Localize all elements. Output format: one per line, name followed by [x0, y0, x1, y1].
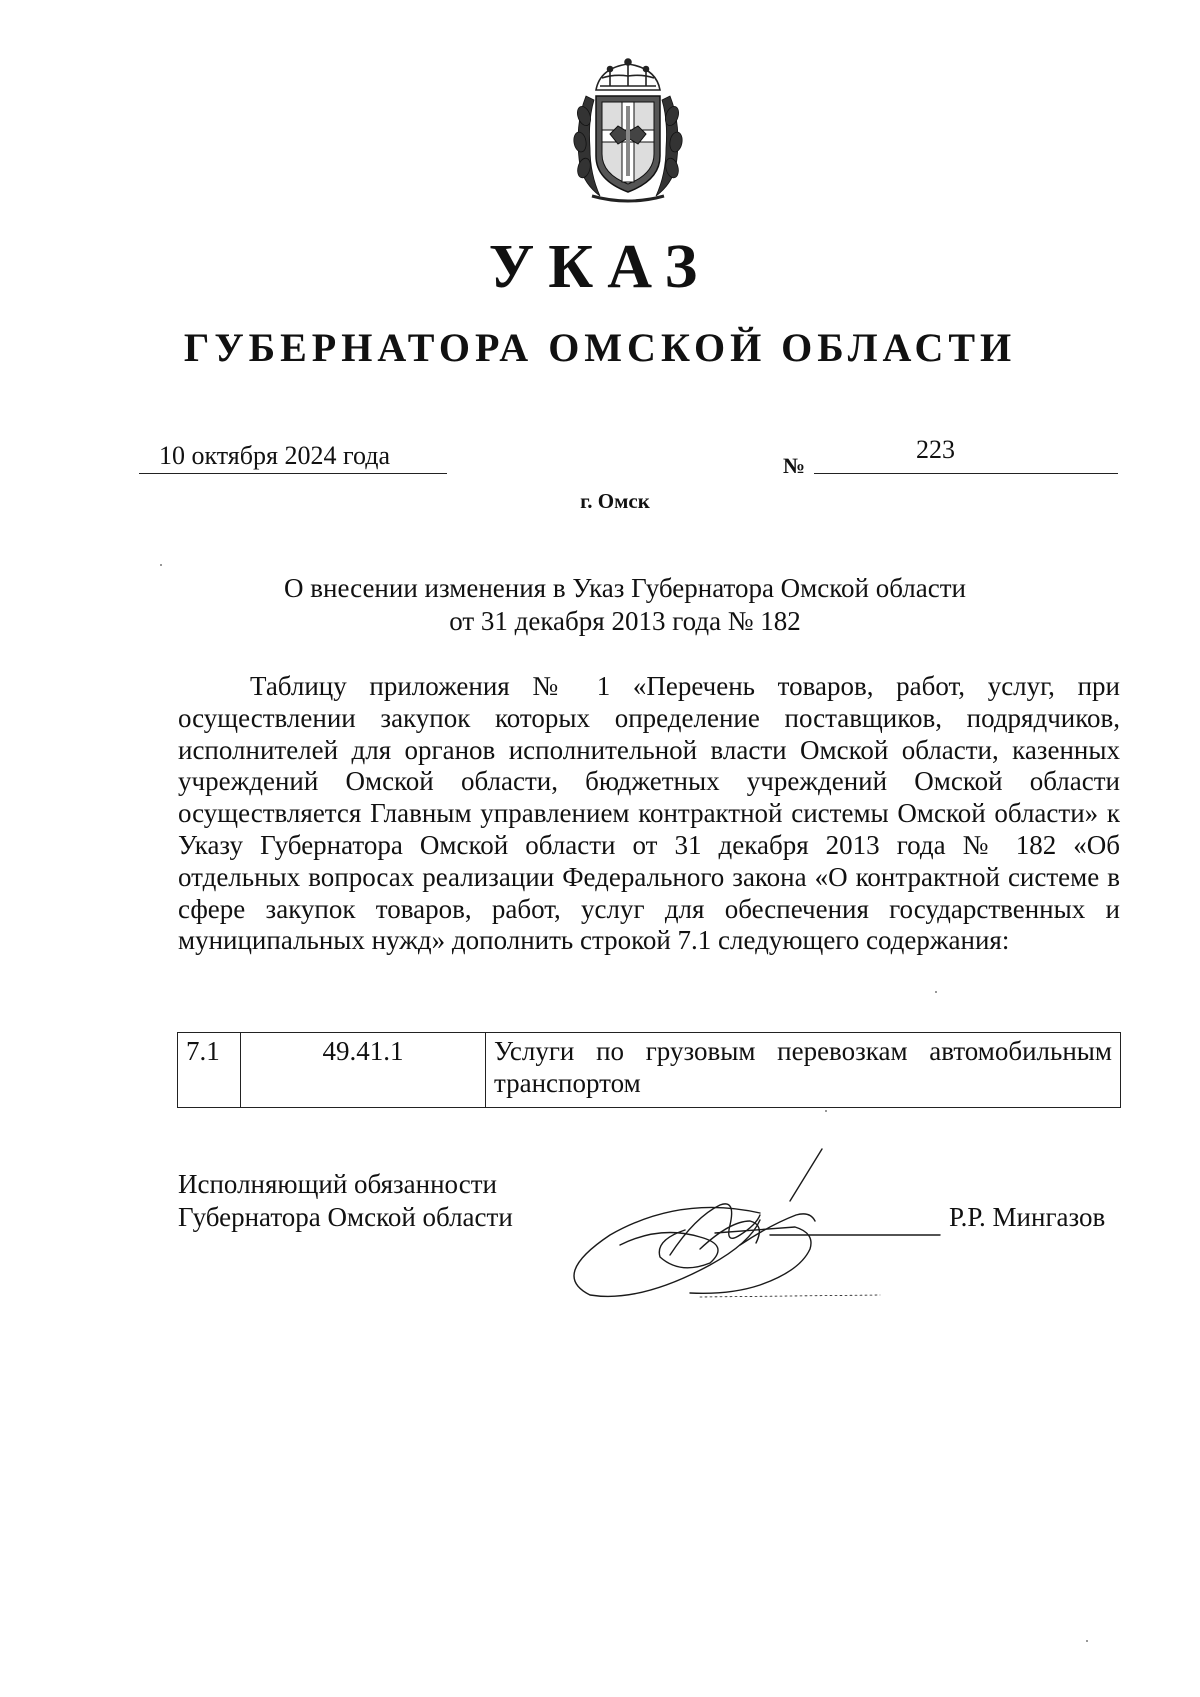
- document-heading: [200, 572, 1050, 638]
- heading-line-1: О внесении изменения в Указ Губернатора Омской области: [284, 573, 966, 603]
- handwritten-signature-icon: [560, 1125, 960, 1305]
- document-date: 10 октября 2024 года: [159, 441, 390, 470]
- scan-speck: [935, 991, 937, 993]
- document-body: Таблицу приложения № 1 «Перечень товаров, работ, услуг, при осуществлении закупок которых определение поставщиков, подрядчиков, исполнителей для органов исполнительной власти Омской области, казенных учреждений Омской области, бюджетных учреждений Омской области осуществляется Главным управлением контрактной системы Омской области» к Указу Губернатора Омской области от 31 декабря 2013 года № 182 «Об отдельных вопросах реализации Федерального закона «О контрактной системе в сфере закупок товаров, работ, услуг для обеспечения государственных и муниципальных нужд» дополнить строкой 7.1 следующего содержания:: [178, 671, 1120, 956]
- coat-of-arms-icon: [566, 56, 690, 204]
- document-number: 223: [916, 435, 955, 464]
- number-field: [814, 435, 1118, 474]
- row-code: 49.41.1: [241, 1033, 486, 1108]
- table-row: [178, 1033, 1121, 1108]
- signatory-position-line-1: Исполняющий обязанности: [178, 1169, 497, 1199]
- number-label: №: [783, 453, 806, 478]
- document-city: г. Омск: [580, 489, 650, 513]
- amendment-table: [177, 1032, 1121, 1108]
- date-field: [139, 438, 447, 474]
- document-title: УКАЗ: [488, 233, 712, 301]
- signatory-position: [178, 1168, 513, 1234]
- document-subtitle: ГУБЕРНАТОРА ОМСКОЙ ОБЛАСТИ: [183, 325, 1017, 370]
- row-description: Услуги по грузовым перевозкам автомобильным транспортом: [486, 1033, 1121, 1108]
- heading-line-2: от 31 декабря 2013 года № 182: [449, 606, 801, 636]
- signatory-name: Р.Р. Мингазов: [949, 1202, 1106, 1232]
- scan-speck: [1086, 1640, 1088, 1642]
- row-number: 7.1: [178, 1033, 241, 1108]
- scan-speck: [825, 1110, 827, 1112]
- scan-speck: [160, 564, 162, 566]
- signatory-position-line-2: Губернатора Омской области: [178, 1202, 513, 1232]
